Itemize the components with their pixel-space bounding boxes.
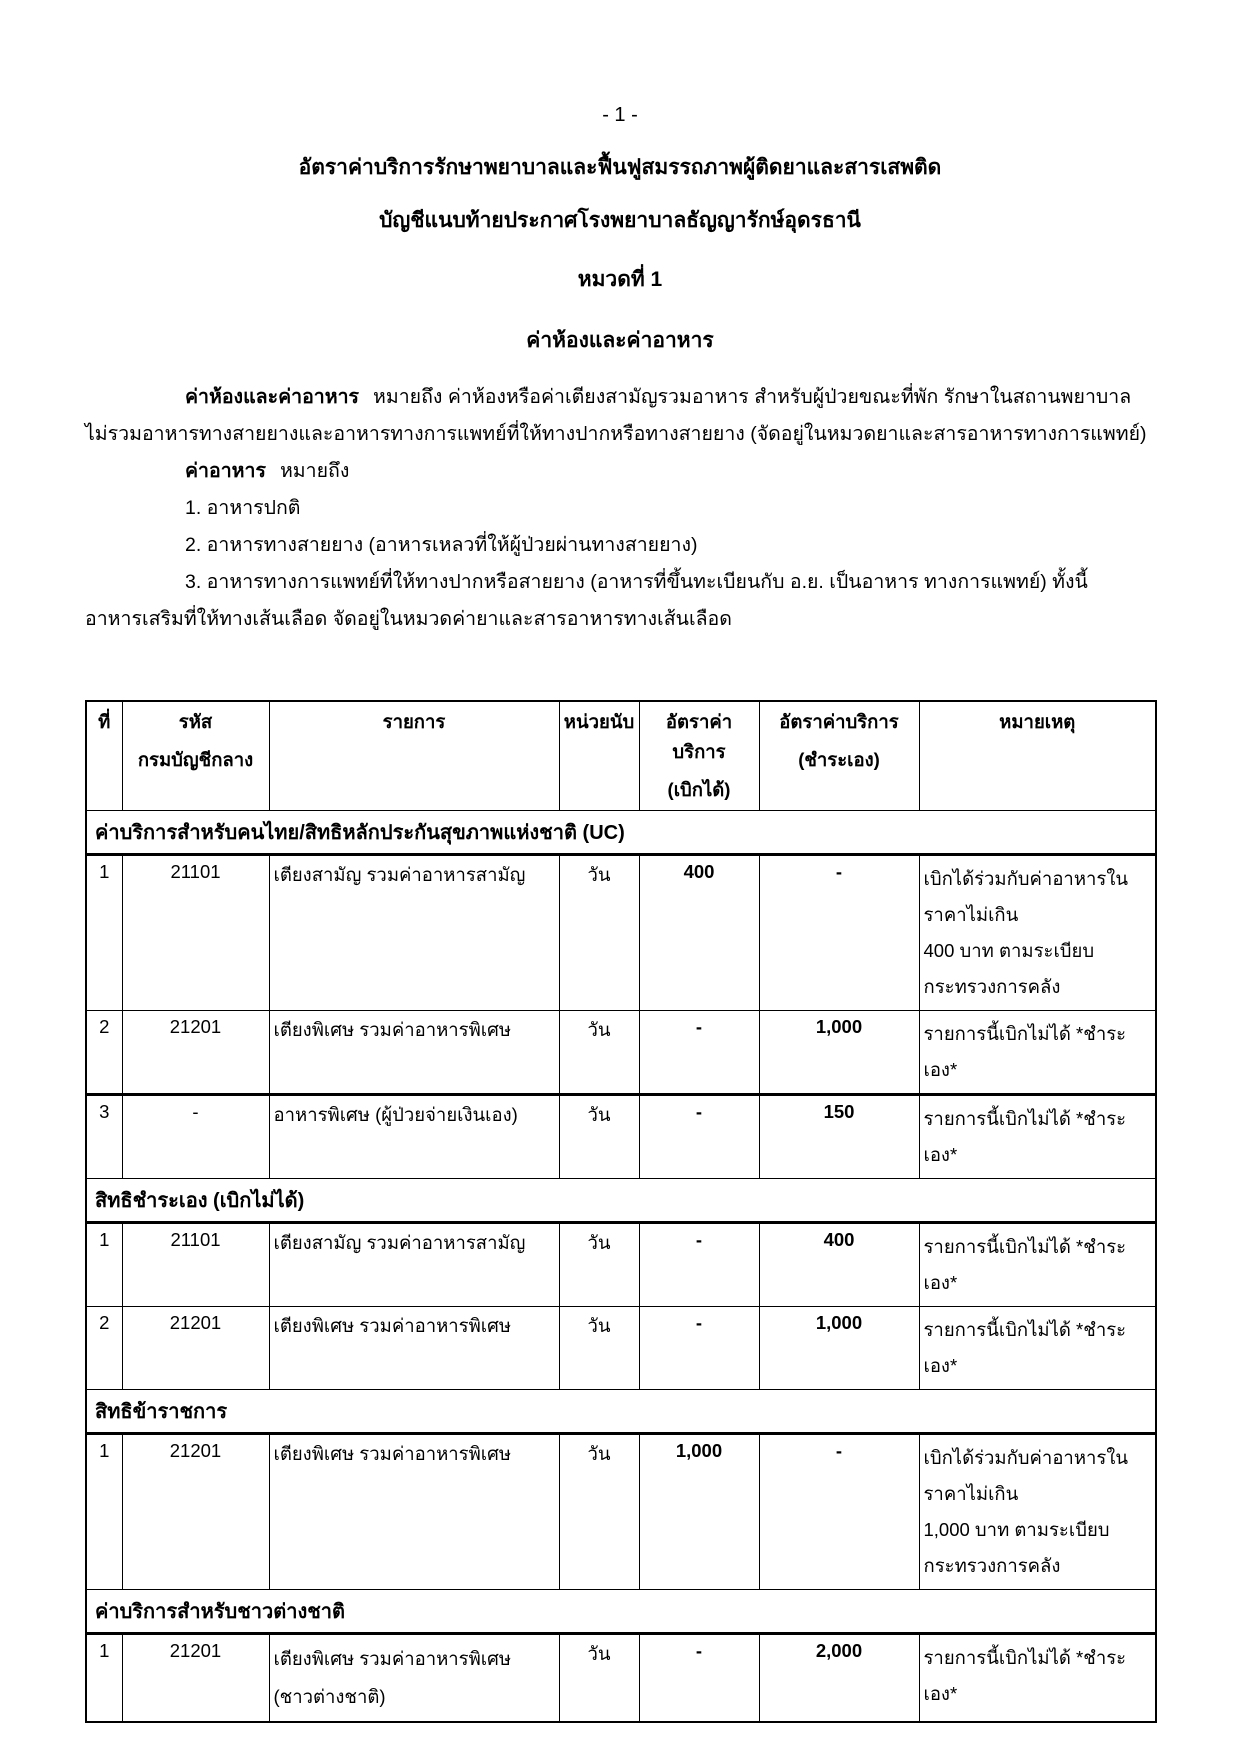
cell-code: 21101 xyxy=(122,1223,269,1307)
cell-remark: เบิกได้ร่วมกับค่าอาหารในราคาไม่เกิน 1,000 บาท ตามระเบียบ กระทรวงการคลัง xyxy=(919,1434,1156,1590)
cell-code: 21201 xyxy=(122,1634,269,1723)
cell-remark: รายการนี้เบิกไม่ได้ *ชำระเอง* xyxy=(919,1307,1156,1390)
page-content xyxy=(85,0,1155,1723)
table-header-row xyxy=(86,701,1156,811)
section-title-foreigner: ค่าบริการสำหรับชาวต่างชาติ xyxy=(86,1590,1156,1634)
definition-food xyxy=(85,453,1155,490)
cell-code: 21201 xyxy=(122,1434,269,1590)
cell-unit: วัน xyxy=(559,1095,639,1179)
cell-no: 1 xyxy=(86,1223,122,1307)
food-list-item-3-cont: อาหารเสริมที่ให้ทางเส้นเลือด จัดอยู่ในหมวดค่ายาและสารอาหารทางเส้นเลือด xyxy=(85,608,732,630)
cell-item: เตียงพิเศษ รวมค่าอาหารพิเศษ (ชาวต่างชาติ) xyxy=(269,1634,559,1723)
definition-room-food xyxy=(85,379,1155,416)
page-number: - 1 - xyxy=(602,104,638,126)
header-rate-self-pay: อัตราค่าบริการ (ชำระเอง) xyxy=(759,701,919,811)
header-code: รหัส กรมบัญชีกลาง xyxy=(122,701,269,811)
cell-rate-claimable: - xyxy=(639,1095,759,1179)
cell-remark: รายการนี้เบิกไม่ได้ *ชำระเอง* xyxy=(919,1223,1156,1307)
section-title-self-pay: สิทธิชำระเอง (เบิกไม่ได้) xyxy=(86,1179,1156,1223)
section-title-civil-servant: สิทธิข้าราชการ xyxy=(86,1390,1156,1434)
cell-rate-claimable: - xyxy=(639,1223,759,1307)
document-title-line2: บัญชีแนบท้ายประกาศโรงพยาบาลธัญญารักษ์อุดรธานี xyxy=(379,209,861,232)
cell-no: 1 xyxy=(86,855,122,1011)
table-row xyxy=(86,1095,1156,1179)
definition-room-food-line2: ไม่รวมอาหารทางสายยางและอาหารทางการแพทย์ที่ให้ทางปากหรือทางสายยาง (จัดอยู่ในหมวดยาและสารอาหารทางการแพทย์) xyxy=(85,423,1147,445)
cell-remark: รายการนี้เบิกไม่ได้ *ชำระเอง* xyxy=(919,1011,1156,1095)
definition-food-term: ค่าอาหาร xyxy=(185,460,266,482)
cell-code: 21201 xyxy=(122,1307,269,1390)
table-row xyxy=(86,1011,1156,1095)
header-no: ที่ xyxy=(86,701,122,811)
definition-food-text: หมายถึง xyxy=(279,460,350,482)
cell-no: 1 xyxy=(86,1434,122,1590)
header-rate-claimable: อัตราค่าบริการ (เบิกได้) xyxy=(639,701,759,811)
section-header-row-self-pay xyxy=(86,1179,1156,1223)
cell-unit: วัน xyxy=(559,1434,639,1590)
cell-rate-self-pay: - xyxy=(759,1434,919,1590)
cell-unit: วัน xyxy=(559,1223,639,1307)
section-header-row-foreigner xyxy=(86,1590,1156,1634)
table-row xyxy=(86,1307,1156,1390)
cell-item: เตียงพิเศษ รวมค่าอาหารพิเศษ xyxy=(269,1434,559,1590)
cell-rate-self-pay: - xyxy=(759,855,919,1011)
cell-rate-self-pay: 150 xyxy=(759,1095,919,1179)
cell-rate-claimable: - xyxy=(639,1011,759,1095)
cell-rate-claimable: 1,000 xyxy=(639,1434,759,1590)
cell-remark: เบิกได้ร่วมกับค่าอาหารในราคาไม่เกิน 400 บาท ตามระเบียบ กระทรวงการคลัง xyxy=(919,855,1156,1011)
chapter-subject-heading: ค่าห้องและค่าอาหาร xyxy=(526,329,714,352)
cell-rate-self-pay: 1,000 xyxy=(759,1011,919,1095)
table-row xyxy=(86,1634,1156,1723)
chapter-heading: หมวดที่ 1 xyxy=(577,268,663,291)
header-remark: หมายเหตุ xyxy=(919,701,1156,811)
cell-item: เตียงสามัญ รวมค่าอาหารสามัญ xyxy=(269,1223,559,1307)
cell-remark: รายการนี้เบิกไม่ได้ *ชำระเอง* xyxy=(919,1095,1156,1179)
cell-item: อาหารพิเศษ (ผู้ป่วยจ่ายเงินเอง) xyxy=(269,1095,559,1179)
header-unit: หน่วยนับ xyxy=(559,701,639,811)
section-header-row-civil-servant xyxy=(86,1390,1156,1434)
cell-rate-self-pay: 400 xyxy=(759,1223,919,1307)
food-list-item-2: 2. อาหารทางสายยาง (อาหารเหลวที่ให้ผู้ป่วยผ่านทางสายยาง) xyxy=(185,534,698,556)
cell-code: 21101 xyxy=(122,855,269,1011)
rates-table xyxy=(85,700,1157,1723)
cell-unit: วัน xyxy=(559,1307,639,1390)
cell-item: เตียงพิเศษ รวมค่าอาหารพิเศษ xyxy=(269,1307,559,1390)
table-row xyxy=(86,855,1156,1011)
cell-code: - xyxy=(122,1095,269,1179)
cell-item: เตียงสามัญ รวมค่าอาหารสามัญ xyxy=(269,855,559,1011)
cell-rate-claimable: - xyxy=(639,1307,759,1390)
document-title-line1: อัตราค่าบริการรักษาพยาบาลและฟื้นฟูสมรรถภาพผู้ติดยาและสารเสพติด xyxy=(298,156,942,179)
definition-room-food-term: ค่าห้องและค่าอาหาร xyxy=(185,386,360,408)
cell-code: 21201 xyxy=(122,1011,269,1095)
table-row xyxy=(86,1434,1156,1590)
section-title-uc: ค่าบริการสำหรับคนไทย/สิทธิหลักประกันสุขภาพแห่งชาติ (UC) xyxy=(86,811,1156,855)
cell-item: เตียงพิเศษ รวมค่าอาหารพิเศษ xyxy=(269,1011,559,1095)
food-list-item-1: 1. อาหารปกติ xyxy=(185,497,301,519)
cell-unit: วัน xyxy=(559,855,639,1011)
cell-unit: วัน xyxy=(559,1011,639,1095)
cell-remark: รายการนี้เบิกไม่ได้ *ชำระเอง* xyxy=(919,1634,1156,1723)
cell-no: 1 xyxy=(86,1634,122,1723)
intro-text xyxy=(85,379,1155,638)
cell-no: 2 xyxy=(86,1307,122,1390)
section-header-row-uc xyxy=(86,811,1156,855)
cell-no: 3 xyxy=(86,1095,122,1179)
table-row xyxy=(86,1223,1156,1307)
food-list-item-3: 3. อาหารทางการแพทย์ที่ให้ทางปากหรือสายยาง (อาหารที่ขึ้นทะเบียนกับ อ.ย. เป็นอาหาร ทางการแพทย์) ทั้งนี้ xyxy=(185,571,1088,593)
cell-no: 2 xyxy=(86,1011,122,1095)
cell-rate-self-pay: 2,000 xyxy=(759,1634,919,1723)
cell-unit: วัน xyxy=(559,1634,639,1723)
definition-room-food-text: หมายถึง ค่าห้องหรือค่าเตียงสามัญรวมอาหาร สำหรับผู้ป่วยขณะที่พัก รักษาในสถานพยาบาล xyxy=(373,386,1132,408)
cell-rate-self-pay: 1,000 xyxy=(759,1307,919,1390)
header-item: รายการ xyxy=(269,701,559,811)
cell-rate-claimable: 400 xyxy=(639,855,759,1011)
cell-rate-claimable: - xyxy=(639,1634,759,1723)
